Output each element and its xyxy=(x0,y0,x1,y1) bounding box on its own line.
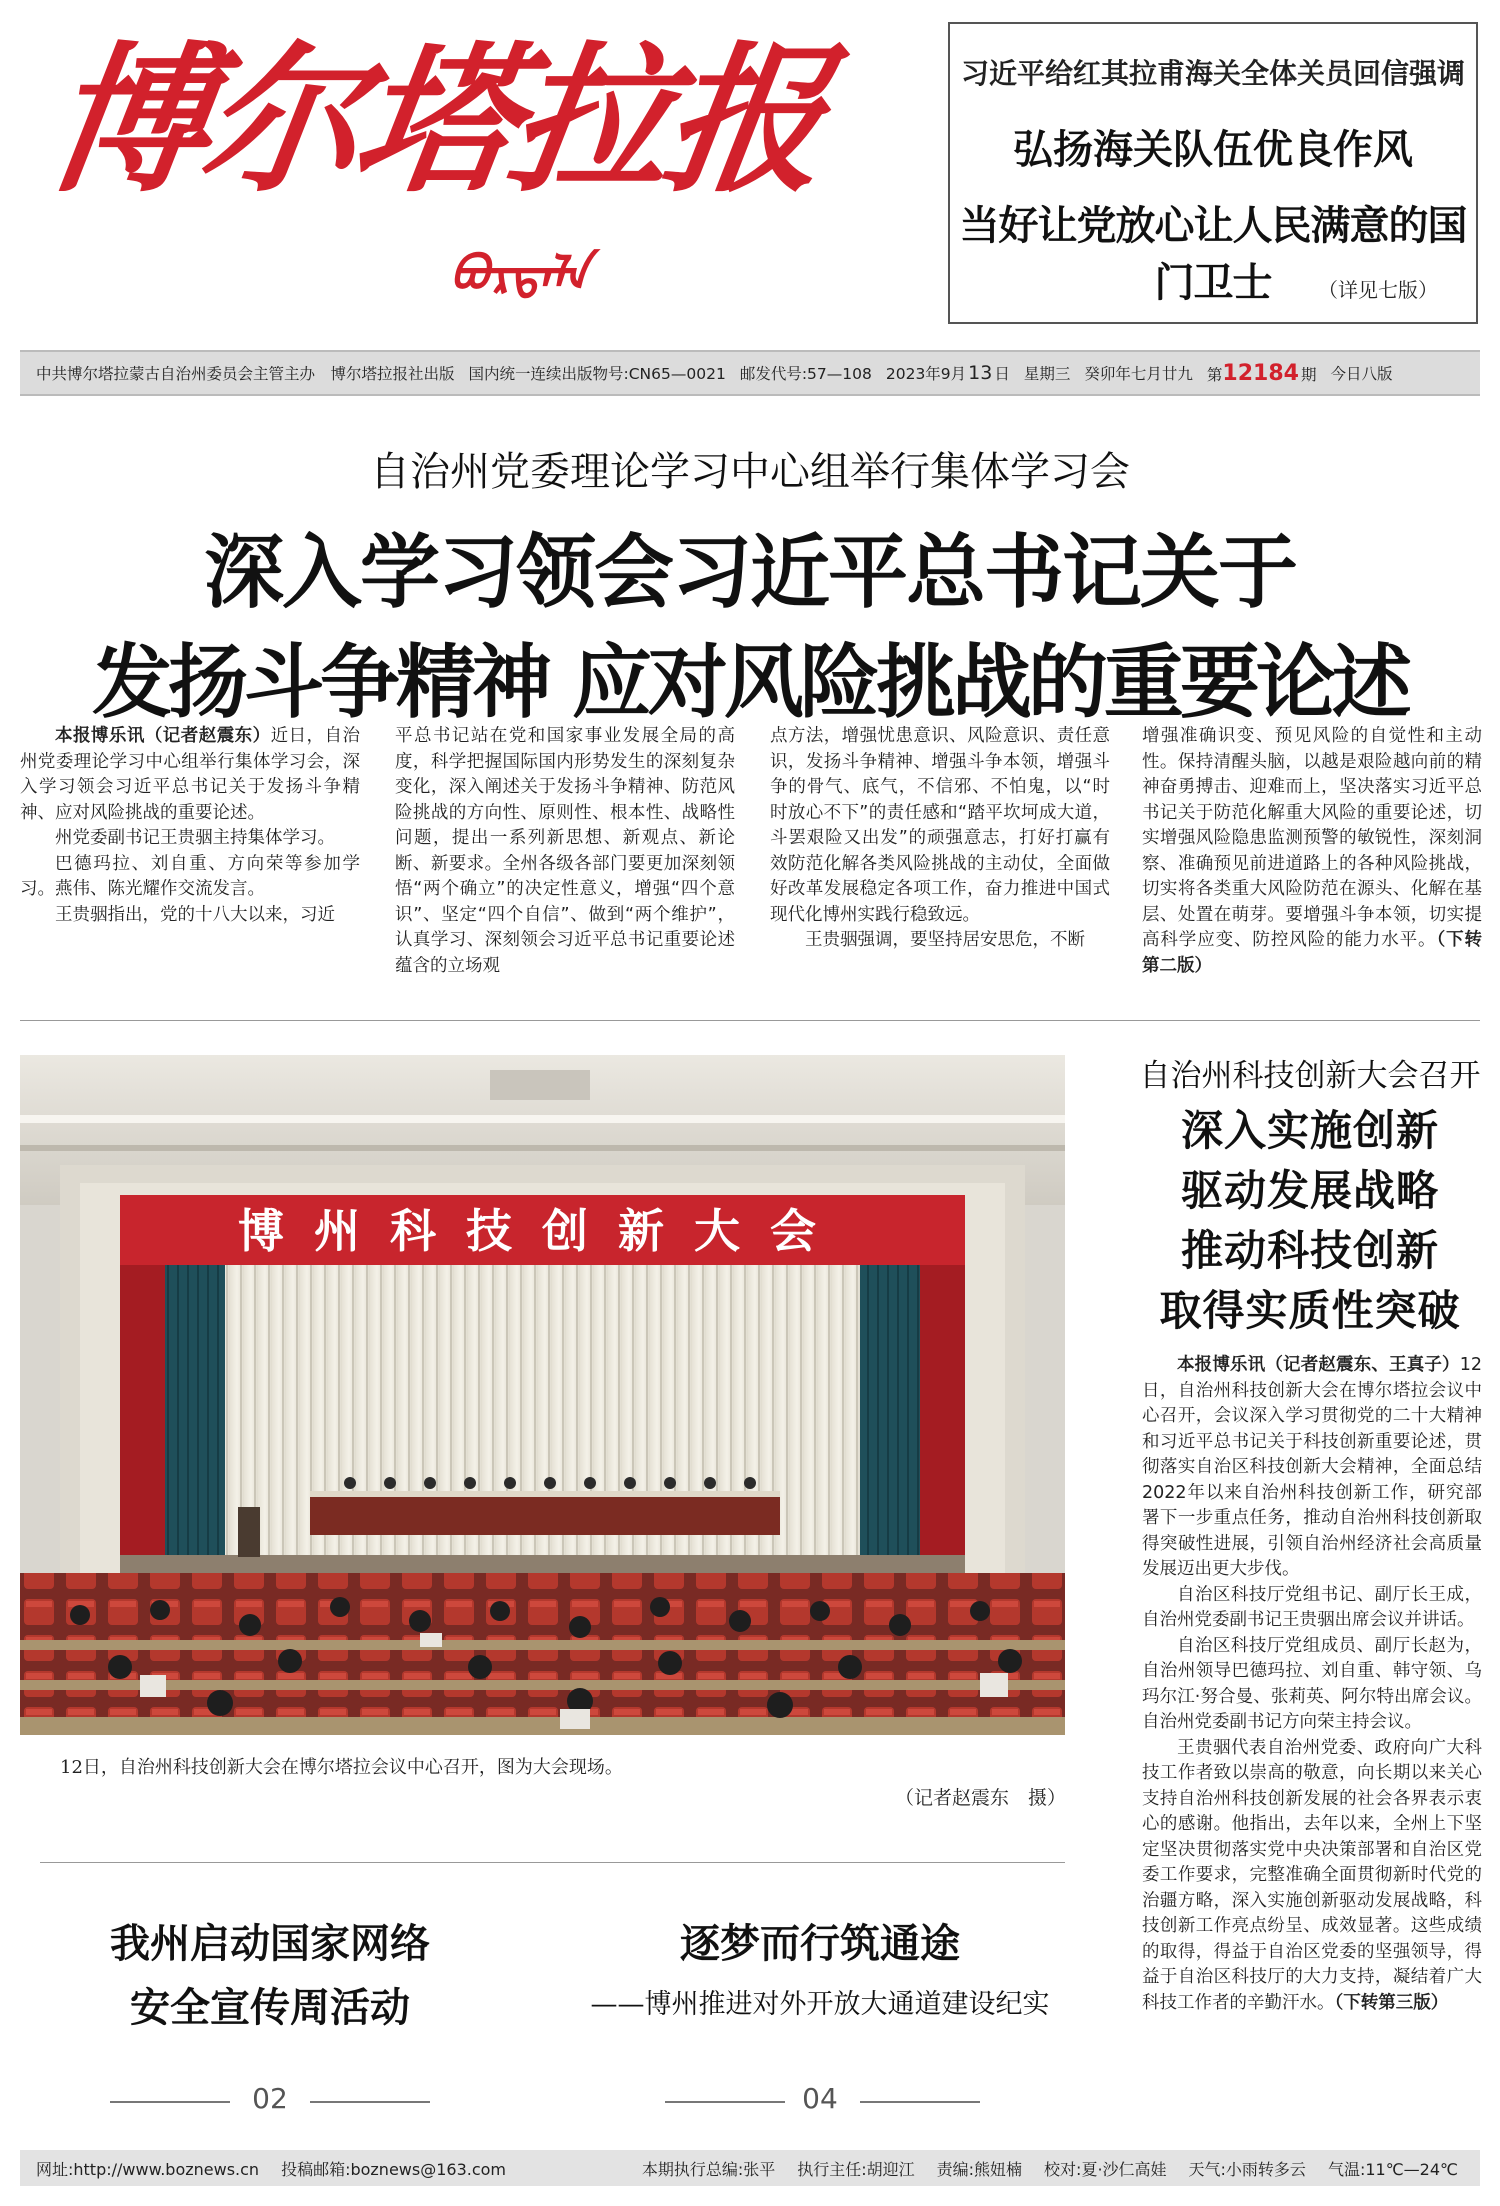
side-paragraph: 本报博乐讯（记者赵震东、王真子）12日，自治州科技创新大会在博尔塔拉会议中心召开，会议深入学习贯彻党的二十大精神和习近平总书记关于科技创新重要论述，贯彻落实自治区科技创新大会精神，全面总结2022年以来自治州科技创新工作，研究部署下一步重点任务，推动自治州科技创新取得突破性进展，引领自治州经济社会高质量发展迈出更大步伐。 xyxy=(1142,1355,1482,1579)
banner-text: 博州科技创新大会 xyxy=(238,1204,846,1258)
side-paragraph: 自治区科技厅党组成员、副厅长赵为，自治州领导巴德玛拉、刘自重、韩守领、乌玛尔江·努合曼、张莉英、阿尔特出席会议。自治州党委副书记方向荣主持会议。 xyxy=(1142,1635,1482,1732)
teaser-2-subtitle: ——博州推进对外开放大通道建设纪实 xyxy=(590,1989,1050,2020)
lead-paragraph: 巴德玛拉、刘自重、方向荣等参加学习。燕伟、陈光耀作交流发言。 xyxy=(20,853,360,899)
side-story-headline-4[interactable]: 取得实质性突破 xyxy=(1159,1286,1461,1335)
lead-paragraph: 王贵骃强调，要坚持居安思危，不断 xyxy=(805,930,1085,950)
footer-email[interactable]: 投稿邮箱:boznews@163.com xyxy=(281,2159,507,2179)
issue-number: 第12184 期 xyxy=(1206,360,1317,386)
lead-headline-1[interactable]: 深入学习领会习近平总书记关于 xyxy=(204,526,1296,619)
teaser-1-line-1[interactable]: 我州启动国家网络 xyxy=(110,1920,430,1967)
teaser-2-rule-left xyxy=(665,2101,785,2103)
lunar-date: 癸卯年七月廿九 xyxy=(1084,365,1193,383)
footer-editor: 执行主任:胡迎江 xyxy=(797,2159,915,2179)
photo-caption: 12日，自治州科技创新大会在博尔塔拉会议中心召开，图为大会现场。 xyxy=(60,1757,623,1778)
teaser-2-rule-right xyxy=(860,2101,980,2103)
footer-editor-chief: 本期执行总编:张平 xyxy=(641,2159,776,2179)
lead-paragraph: 本报博乐讯（记者赵震东）近日，自治州党委理论学习中心组举行集体学习会，深入学习领会习近平总书记关于发扬斗争精神、应对风险挑战的重要论述。 xyxy=(20,726,360,823)
lead-paragraph: 点方法，增强忧患意识、风险意识、责任意识，发扬斗争精神、增强斗争本领，增强斗争的骨气、底气，不信邪、不怕鬼，以“时时放心不下”的责任感和“踏平坎坷成大道，斗罢艰险又出发”的顽强意志，打好打赢有效防范化解各类风险挑战的主动仗，全面做好改革发展稳定各项工作，奋力推进中国式现代化博州实践行稳致远。 xyxy=(770,726,1110,925)
footer-weather: 天气:小雨转多云 xyxy=(1188,2159,1306,2179)
lead-article-column-1 xyxy=(20,724,360,928)
teaser-2-page[interactable]: 04 xyxy=(802,2082,838,2115)
lead-paragraph: 州党委副书记王贵骃主持集体学习。 xyxy=(55,828,335,848)
teaser-1-rule-right xyxy=(310,2101,430,2103)
top-box-page-ref: （详见七版） xyxy=(1318,278,1438,302)
continue-page-3[interactable]: （下转第三版） xyxy=(1334,1992,1449,2013)
conference-photo[interactable] xyxy=(20,1055,1065,1735)
teaser-1-page[interactable]: 02 xyxy=(252,2082,288,2115)
teaser-1-line-2[interactable]: 安全宣传周活动 xyxy=(130,1984,410,2031)
teaser-divider xyxy=(40,1862,1065,1863)
photo-credit: （记者赵震东 摄） xyxy=(895,1787,1067,1809)
cn-number: 国内统一连续出版物号:CN65—0021 xyxy=(468,365,726,383)
conference-hall-illustration xyxy=(20,1055,1065,1735)
lead-paragraph: 平总书记站在党和国家事业发展全局的高度，科学把握国际国内形势发生的深刻复杂变化，深入阐述关于发扬斗争精神、防范风险挑战的方向性、原则性、根本性、战略性问题，提出一系列新思想、新观点、新论断、新要求。全州各级各部门要更加深刻领悟“两个确立”的决定性意义，增强“四个意识”、坚定“四个自信”、做到“两个维护”，认真学习、深刻领会习近平总书记重要论述蕴含的立场观 xyxy=(395,726,735,976)
side-paragraph: 王贵骃代表自治州党委、政府向广大科技工作者致以崇高的敬意，向长期以来关心支持自治州科技创新发展的社会各界表示衷心的感谢。他指出，去年以来，全州上下坚定坚决贯彻落实党中央决策部署和自治区党委工作要求，完整准确全面贯彻新时代党的治疆方略，深入实施创新驱动发展战略，科技创新工作亮点纷呈、成效显著。这些成绩的取得，得益于自治区党委的坚强领导，得益于自治区科技厅的大力支持，凝结着广大科技工作者的辛勤汗水。（下转第三版） xyxy=(1142,1737,1482,2013)
lead-article-column-3 xyxy=(770,724,1110,954)
lead-paragraph: 增强准确识变、预见风险的自觉性和主动性。保持清醒头脑，以越是艰险越向前的精神奋勇搏击、迎难而上，坚决落实习近平总书记关于防范化解重大风险的重要论述，切实增强风险隐患监测预警的敏锐性，深刻洞察、准确预见前进道路上的各种风险挑战，切实将各类重大风险防范在源头、化解在基层、处置在萌芽。要增强斗争本领，切实提高科学应变、防控风险的能力水平。（下转第二版） xyxy=(1142,726,1483,976)
top-news-box[interactable] xyxy=(948,22,1478,324)
side-story-headline-1[interactable]: 深入实施创新 xyxy=(1180,1106,1439,1155)
publisher-info: 中共博尔塔拉蒙古自治州委员会主管主办 博尔塔拉报社出版 xyxy=(36,365,455,383)
lead-article-column-4 xyxy=(1142,724,1482,979)
side-paragraph: 自治区科技厅党组书记、副厅长王成，自治州党委副书记王贵骃出席会议并讲话。 xyxy=(1142,1584,1482,1630)
issue-date: 2023年9月 13 日 xyxy=(885,362,1010,384)
footer-editor-in-charge: 责编:熊妞楠 xyxy=(936,2159,1023,2179)
lead-headline-2[interactable]: 发扬斗争精神 应对风险挑战的重要论述 xyxy=(92,636,1408,729)
footer-temperature: 气温:11℃—24℃ xyxy=(1327,2159,1458,2179)
masthead xyxy=(20,20,920,320)
postal-code: 邮发代号:57—108 xyxy=(739,365,872,383)
lead-kicker: 自治州党委理论学习中心组举行集体学习会 xyxy=(370,449,1130,495)
section-divider xyxy=(20,1020,1480,1021)
weekday: 星期三 xyxy=(1023,365,1071,383)
side-story-headline-2[interactable]: 驱动发展战略 xyxy=(1180,1166,1439,1215)
page-count: 今日八版 xyxy=(1330,365,1393,383)
footer-website[interactable]: 网址:http://www.boznews.cn xyxy=(36,2159,260,2179)
lead-paragraph: 王贵骃指出，党的十八大以来，习近 xyxy=(55,904,335,925)
side-story-kicker: 自治州科技创新大会召开 xyxy=(1139,1058,1481,1094)
footer-bar xyxy=(20,2150,1480,2186)
masthead-mongolian-script: ᠪᠣᠷᠲᠠᠯᠠ xyxy=(450,246,590,302)
teaser-1-rule-left xyxy=(110,2101,230,2103)
masthead-title: 博尔塔拉报 xyxy=(36,26,834,214)
side-story-headline-3[interactable]: 推动科技创新 xyxy=(1180,1226,1439,1275)
top-box-headline-2: 当好让党放心让人民满意的国门卫士 xyxy=(959,203,1467,306)
footer-proof: 校对:夏·沙仁高娃 xyxy=(1044,2159,1167,2179)
lead-article-column-2 xyxy=(395,724,735,979)
teaser-2-title[interactable]: 逐梦而行筑通途 xyxy=(680,1920,960,1967)
info-bar xyxy=(20,350,1480,396)
top-box-headline-1: 弘扬海关队伍优良作风 xyxy=(1013,127,1413,173)
top-box-kicker: 习近平给红其拉甫海关全体关员回信强调 xyxy=(960,57,1465,90)
continue-page-2[interactable]: （下转第二版） xyxy=(1142,930,1483,976)
side-story-body xyxy=(1142,1353,1482,2016)
